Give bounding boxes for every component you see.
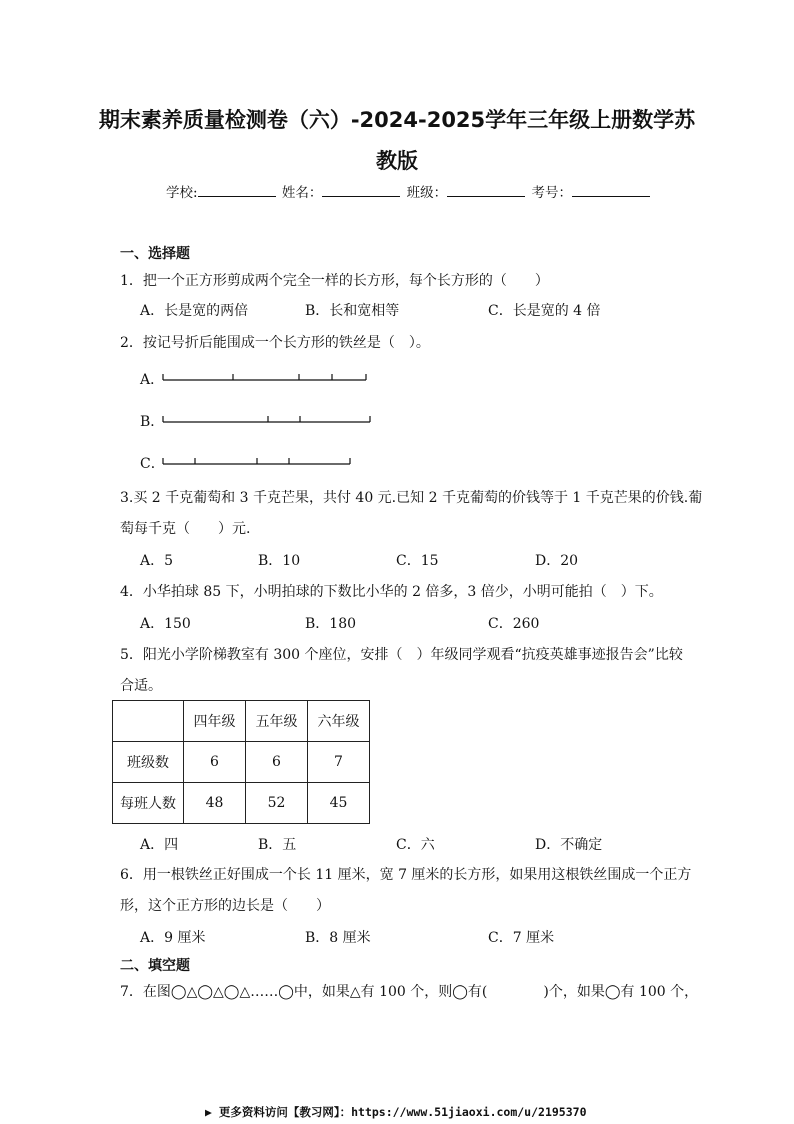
student-info-line — [166, 181, 652, 201]
question-2: 2．按记号折后能围成一个长方形的铁丝是（ ）。 — [120, 335, 430, 351]
q3-option-d: D．20 — [535, 553, 579, 569]
table-cell: 班级数 — [113, 742, 184, 783]
section-choice-heading: 一、选择题 — [120, 246, 190, 262]
footer-link[interactable]: ▶ 更多资料访问【教习网】：https://www.51jiaoxi.com/u/2195370 — [205, 1105, 587, 1119]
wire-a-diagram — [160, 370, 370, 384]
q5-option-c: C．六 — [396, 837, 435, 853]
page-title-line2: 教版 — [376, 149, 418, 173]
question-4: 4．小华拍球 85 下，小明拍球的下数比小华的 2 倍多，3 倍少，小明可能拍（ ）下。 — [120, 584, 663, 600]
table-header-cell — [113, 701, 184, 742]
table-row — [113, 783, 370, 824]
wire-b-diagram — [160, 412, 375, 426]
q1-option-a: A．长是宽的两倍 — [140, 303, 249, 319]
class-blank — [447, 183, 525, 197]
question-3-line2: 萄每千克（ ）元. — [120, 521, 251, 537]
page-title-line1: 期末素养质量检测卷（六）-2024-2025学年三年级上册数学苏 — [98, 108, 696, 132]
class-seat-table — [112, 700, 370, 824]
q6-option-a: A．9 厘米 — [140, 930, 206, 946]
q6-option-b: B．8 厘米 — [305, 930, 371, 946]
table-header-cell: 五年级 — [246, 701, 308, 742]
table-cell: 45 — [308, 783, 370, 824]
q4-option-c: C．260 — [488, 616, 540, 632]
table-header-row — [113, 701, 370, 742]
q4-option-a: A．150 — [140, 616, 191, 632]
q3-option-a: A．5 — [140, 553, 174, 569]
school-blank — [198, 183, 276, 197]
question-6-line2: 形，这个正方形的边长是（ ） — [120, 898, 330, 914]
table-cell: 6 — [246, 742, 308, 783]
section-fill-heading: 二、填空题 — [120, 958, 190, 974]
name-label: 姓名： — [281, 185, 323, 201]
class-label: 班级： — [406, 185, 448, 201]
exam-no-label: 考号： — [531, 185, 572, 201]
q3-option-b: B．10 — [258, 553, 301, 569]
q6-option-c: C．7 厘米 — [488, 930, 555, 946]
q1-option-b: B．长和宽相等 — [305, 303, 400, 319]
question-1: 1．把一个正方形剪成两个完全一样的长方形，每个长方形的（ ） — [120, 273, 549, 289]
table-cell: 48 — [184, 783, 246, 824]
q3-option-c: C．15 — [396, 553, 439, 569]
table-row — [113, 742, 370, 783]
q5-option-d: D．不确定 — [535, 837, 603, 853]
school-label: 学校: — [166, 185, 198, 201]
q2-option-b: B． — [140, 414, 165, 430]
wire-c-diagram — [160, 454, 355, 468]
question-7: 7．在图◯△◯△◯△……◯中，如果△有 100 个，则◯有( )个，如果◯有 100 个， — [120, 984, 699, 1000]
table-cell: 6 — [184, 742, 246, 783]
q1-option-c: C．长是宽的 4 倍 — [488, 303, 601, 319]
question-6-line1: 6．用一根铁丝正好围成一个长 11 厘米，宽 7 厘米的长方形，如果用这根铁丝围成一个正方 — [120, 867, 692, 883]
q5-option-b: B．五 — [258, 837, 297, 853]
table-header-cell: 四年级 — [184, 701, 246, 742]
question-5-line1: 5．阳光小学阶梯教室有 300 个座位，安排（ ）年级同学观看“抗疫英雄事迹报告会”比较 — [120, 647, 683, 663]
q2-option-a: A． — [140, 372, 165, 388]
question-5-line2: 合适。 — [120, 678, 162, 694]
exam-no-blank — [572, 183, 650, 197]
question-3-line1: 3.买 2 千克葡萄和 3 千克芒果，共付 40 元.已知 2 千克葡萄的价钱等于 1 千克芒果的价钱.葡 — [120, 490, 703, 506]
table-cell: 每班人数 — [113, 783, 184, 824]
q2-option-c: C． — [140, 456, 165, 472]
q5-option-a: A．四 — [140, 837, 179, 853]
name-blank — [322, 183, 400, 197]
table-cell: 7 — [308, 742, 370, 783]
table-cell: 52 — [246, 783, 308, 824]
table-header-cell: 六年级 — [308, 701, 370, 742]
q4-option-b: B．180 — [305, 616, 357, 632]
